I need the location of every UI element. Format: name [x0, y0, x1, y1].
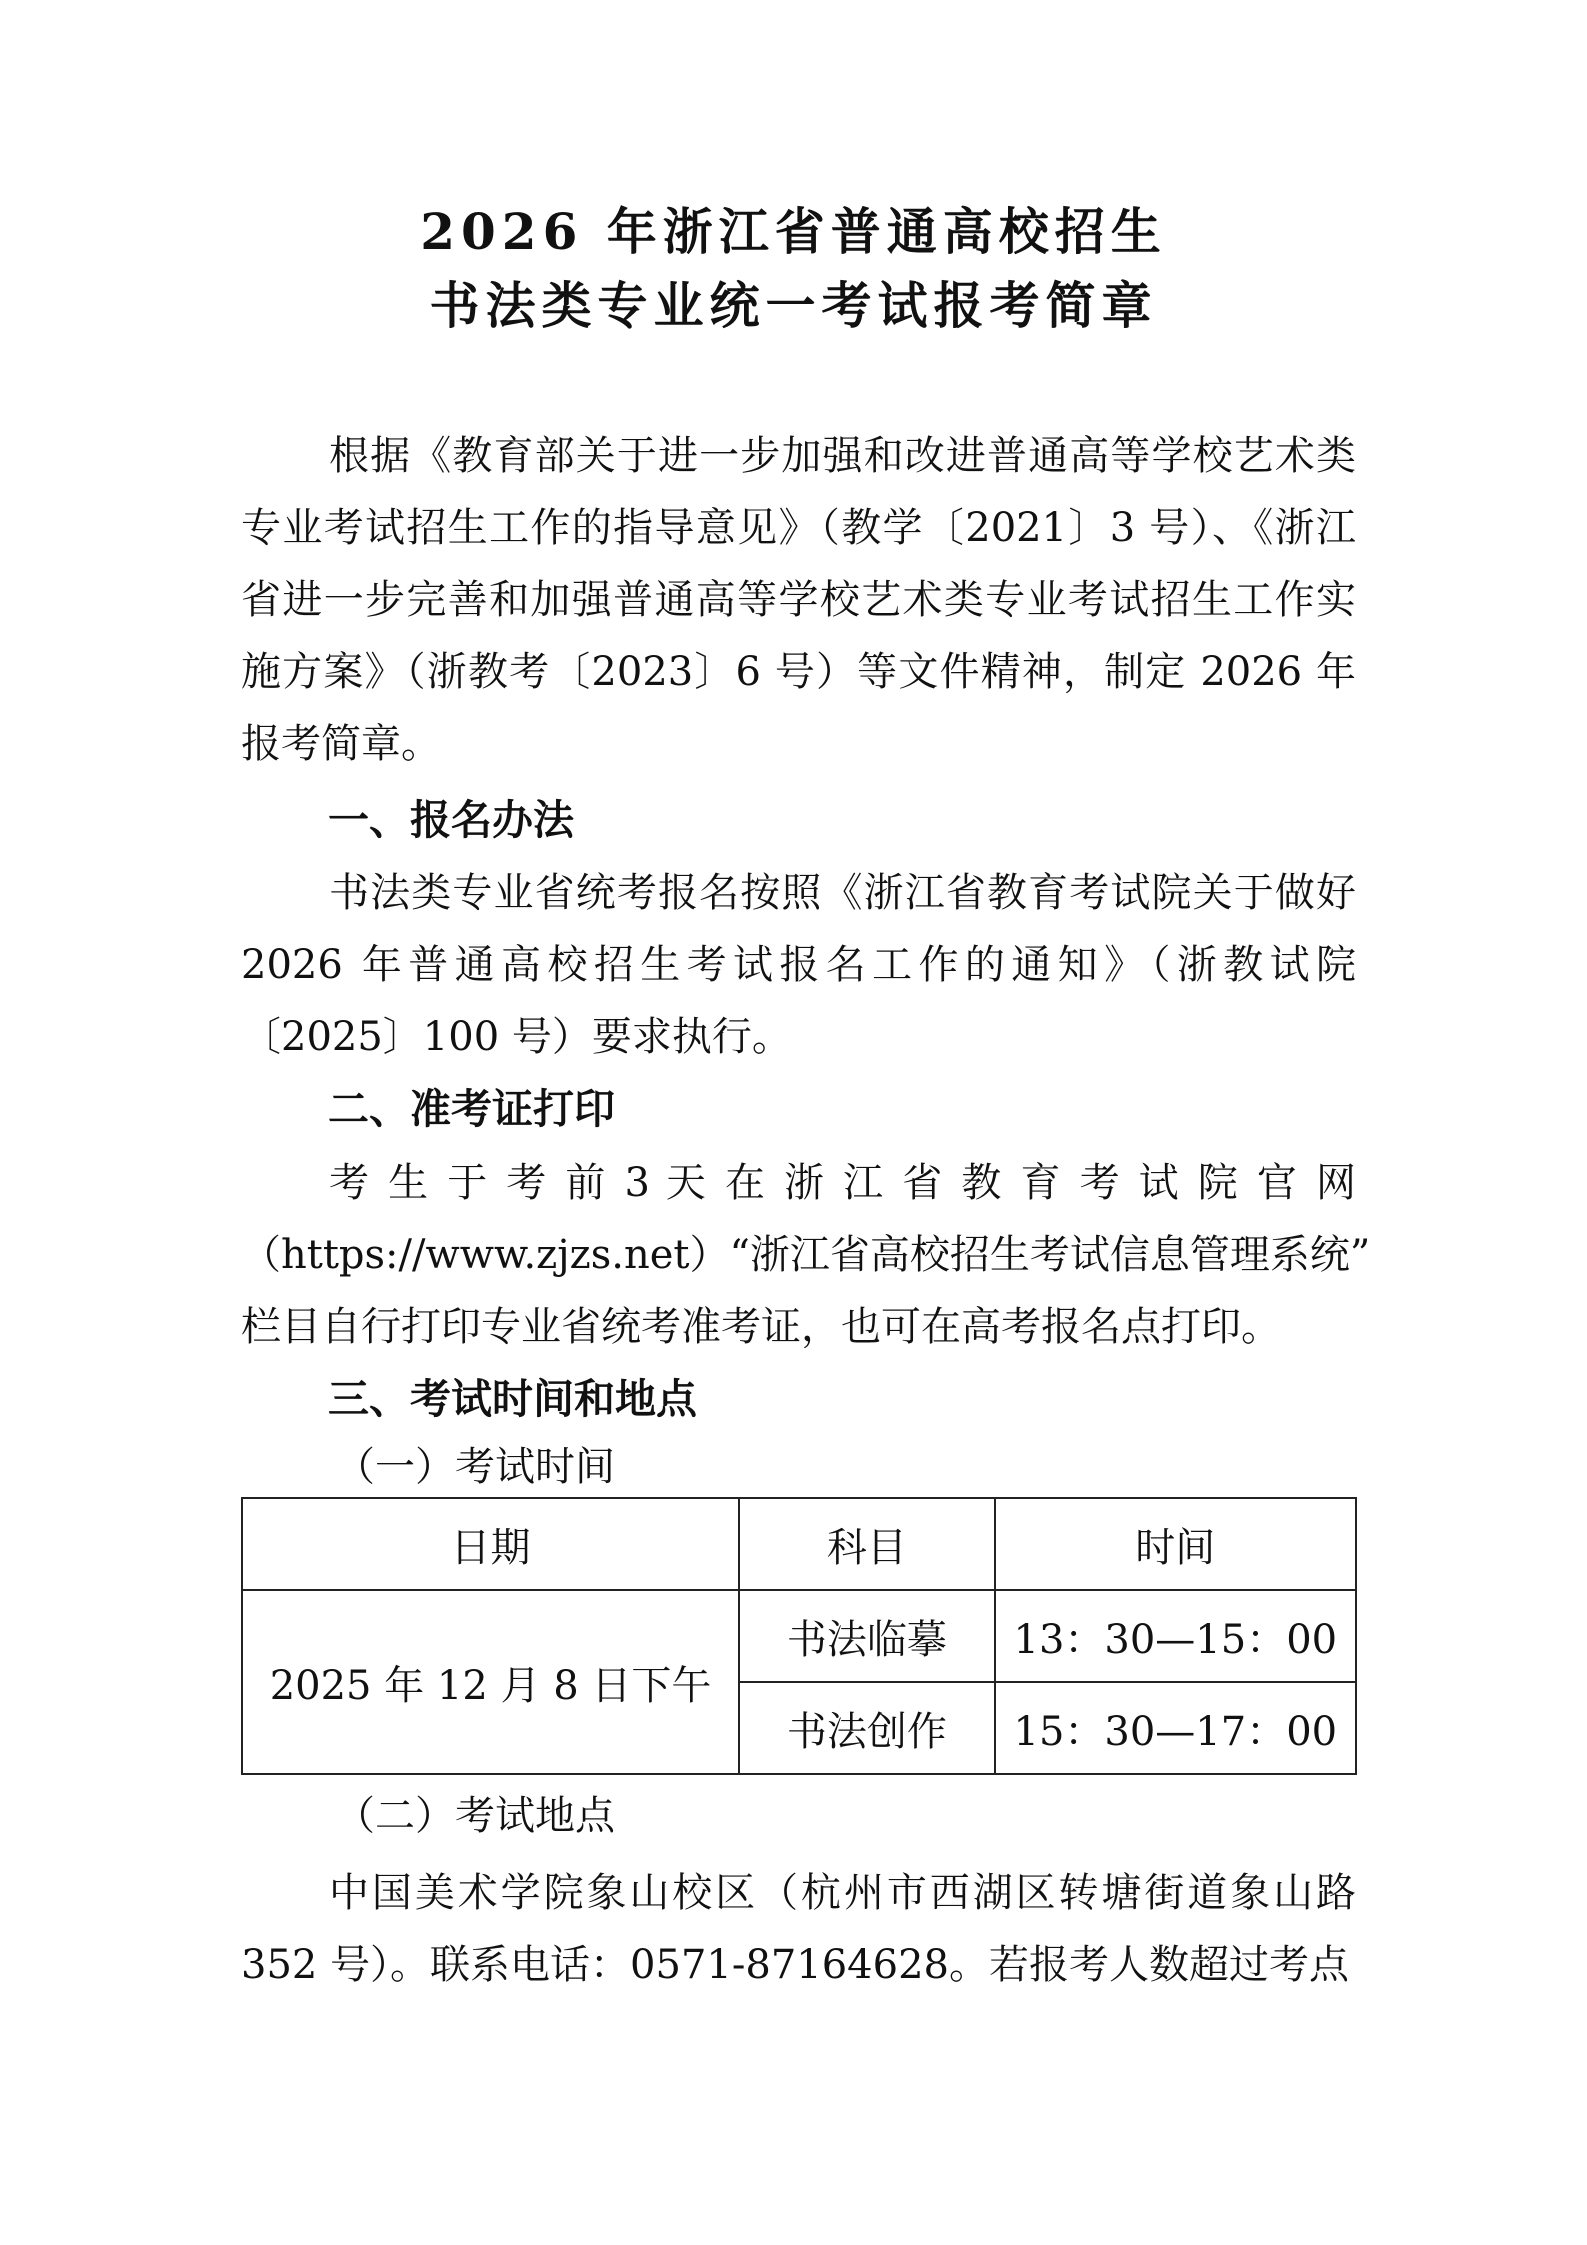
- subsection-exam-location: （二）考试地点: [335, 1793, 615, 1839]
- location-paragraph: 中国美术学院象山校区（杭州市西湖区转塘街道象山路 352 号）。联系电话：0571-87164628。若报考人数超过考点: [241, 1870, 1356, 1988]
- time-cell: 15：30—17：00: [995, 1682, 1356, 1774]
- table-row: [242, 1590, 1356, 1682]
- header-subject: 科目: [739, 1498, 995, 1590]
- header-time: 时间: [995, 1498, 1356, 1590]
- exam-schedule-table: [241, 1497, 1357, 1775]
- subject-cell: 书法临摹: [739, 1590, 995, 1682]
- title-line-2: 书法类专业统一考试报考简章: [429, 276, 1158, 335]
- title-line-1: 2026 年浙江省普通高校招生: [420, 202, 1167, 261]
- section-2-line-2: （https://www.zjzs.net）“浙江省高校招生考试信息管理系统”: [241, 1232, 1371, 1278]
- time-cell: 13：30—15：00: [995, 1590, 1356, 1682]
- section-2-line-3: 栏目自行打印专业省统考准考证，也可在高考报名点打印。: [241, 1304, 1281, 1350]
- section-1-body: 书法类专业省统考报名按照《浙江省教育考试院关于做好 2026 年普通高校招生考试报名工作的通知》（浙教试院〔2025〕100 号）要求执行。: [241, 870, 1356, 1060]
- section-3-heading: 三、考试时间和地点: [328, 1375, 697, 1423]
- section-1-heading: 一、报名办法: [328, 796, 574, 844]
- exam-date-cell: 2025 年 12 月 8 日下午: [242, 1590, 739, 1774]
- section-2-heading: 二、准考证打印: [328, 1085, 615, 1133]
- subject-cell: 书法创作: [739, 1682, 995, 1774]
- header-date: 日期: [242, 1498, 739, 1590]
- subsection-exam-time: （一）考试时间: [335, 1444, 615, 1490]
- table-header-row: [242, 1498, 1356, 1590]
- intro-paragraph: 根据《教育部关于进一步加强和改进普通高等学校艺术类专业考试招生工作的指导意见》（教学〔2021〕3 号）、《浙江省进一步完善和加强普通高等学校艺术类专业考试招生工作实施方案》（浙教考〔2023〕6 号）等文件精神，制定 2026 年报考简章。: [241, 433, 1356, 767]
- section-2-line-1: 考 生 于 考 前 3 天 在 浙 江 省 教 育 考 试 院 官 网: [329, 1160, 1356, 1206]
